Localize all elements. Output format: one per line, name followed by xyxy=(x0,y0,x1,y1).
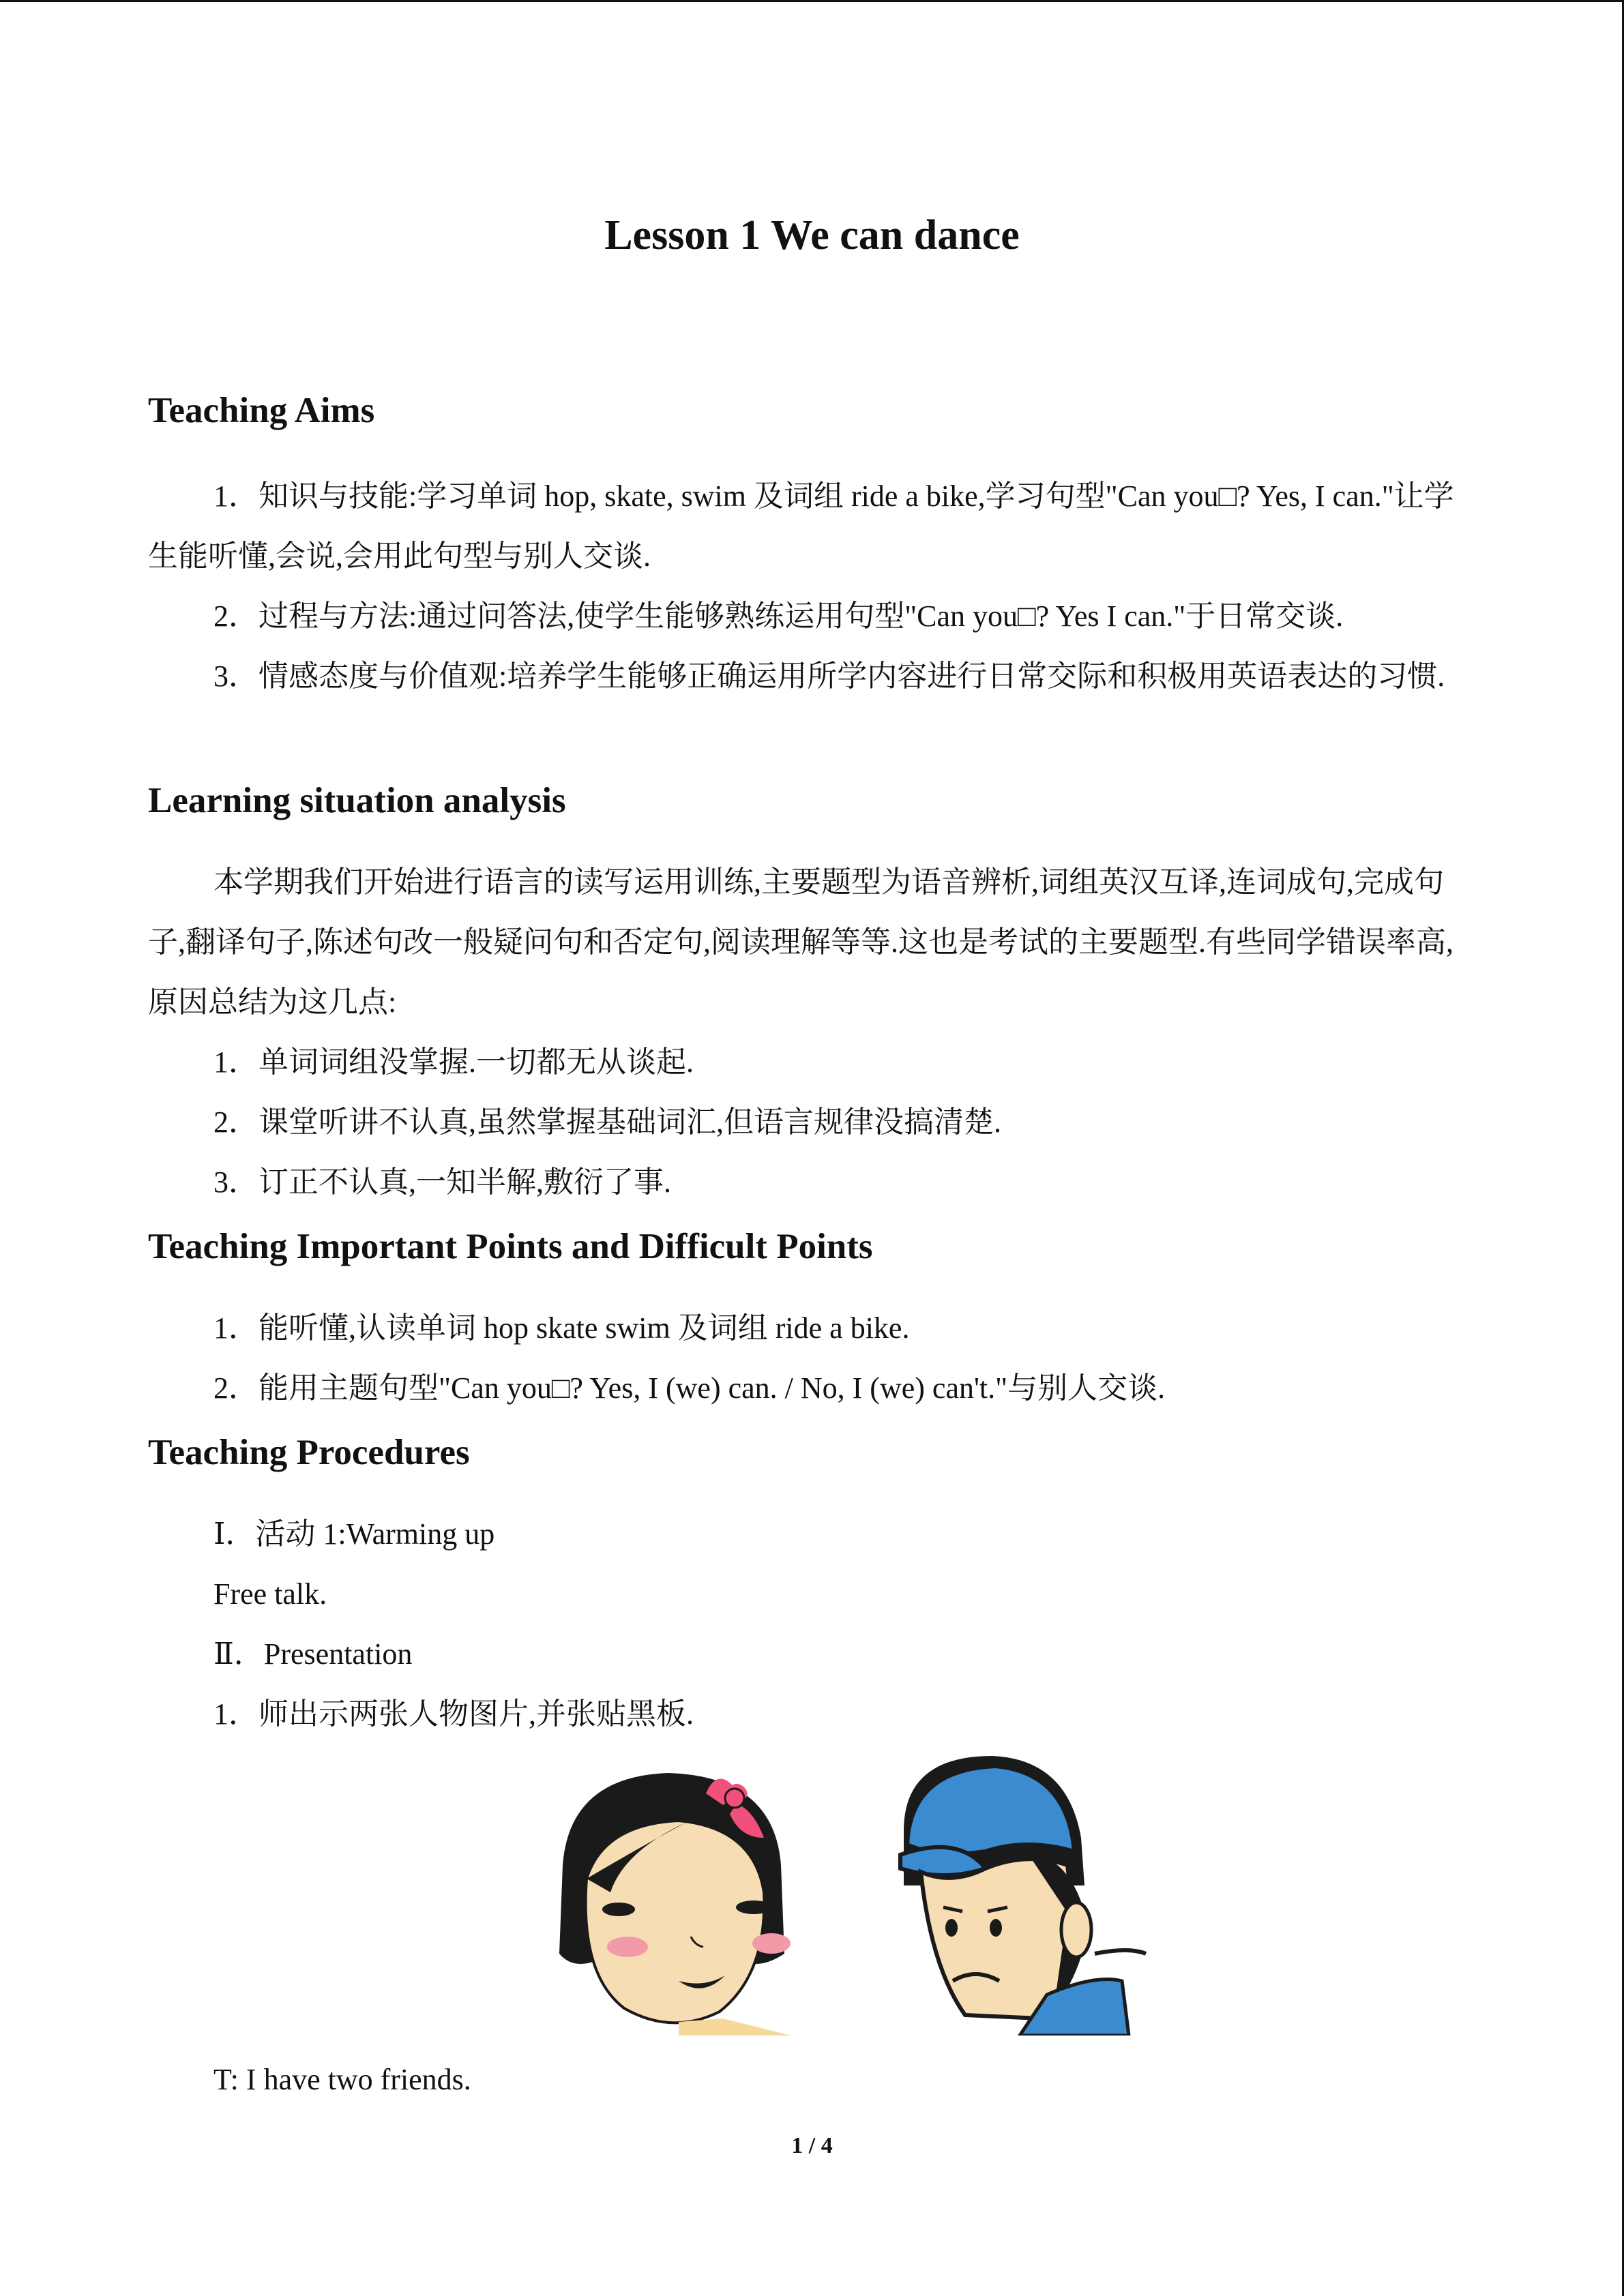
teacher-line: T: I have two friends. xyxy=(213,2063,471,2096)
procedure-step-1: 1．师出示两张人物图片,并张贴黑板. xyxy=(213,1697,694,1731)
page-top-border xyxy=(0,0,1624,2)
aims-paragraph-3: 3．情感态度与价值观:培养学生能够正确运用所学内容进行日常交际和积极用英语表达的习惯. xyxy=(213,659,1445,693)
points-item-2: 2．能用主题句型"Can you□? Yes, I (we) can. / No, I (we) can't."与别人交谈. xyxy=(213,1371,1166,1405)
points-item-1: 1．能听懂,认读单词 hop skate swim 及词组 ride a bike. xyxy=(213,1311,910,1345)
girl-cartoon xyxy=(559,1773,791,2036)
analysis-item-1: 1．单词词组没掌握.一切都无从谈起. xyxy=(213,1045,694,1079)
boy-cartoon xyxy=(900,1756,1146,2036)
heading-important-points: Teaching Important Points and Difficult Points xyxy=(148,1227,873,1266)
procedure-presentation: Ⅱ．Presentation xyxy=(213,1637,413,1671)
friends-illustration xyxy=(549,1749,1160,2036)
document-title: Lesson 1 We can dance xyxy=(604,212,1020,258)
aims-paragraph-2: 2．过程与方法:通过问答法,使学生能够熟练运用句型"Can you□? Yes I can."于日常交谈. xyxy=(213,599,1344,633)
procedure-free-talk: Free talk. xyxy=(213,1577,327,1611)
aims-paragraph-1: 1．知识与技能:学习单词 hop, skate, swim 及词组 ride a bike,学习句型"Can you□? Yes, I can."让学生能听懂,会说,会用此句型与别人交谈. xyxy=(148,479,1454,573)
heading-teaching-procedures: Teaching Procedures xyxy=(148,1433,470,1472)
heading-teaching-aims: Teaching Aims xyxy=(148,391,375,430)
analysis-item-2: 2．课堂听讲不认真,虽然掌握基础词汇,但语言规律没搞清楚. xyxy=(213,1105,1001,1139)
heading-learning-situation: Learning situation analysis xyxy=(148,781,566,820)
analysis-item-3: 3．订正不认真,一知半解,敷衍了事. xyxy=(213,1165,671,1199)
procedure-warming-up: Ⅰ．活动 1:Warming up xyxy=(213,1517,495,1551)
analysis-paragraph: 本学期我们开始进行语言的读写运用训练,主要题型为语音辨析,词组英汉互译,连词成句,完成句子,翻译句子,陈述句改一般疑问句和否定句,阅读理解等等.这也是考试的主要题型.有些同学错误率高,原因总结为这几点: xyxy=(148,865,1453,1019)
page-number: 1 / 4 xyxy=(791,2133,833,2158)
